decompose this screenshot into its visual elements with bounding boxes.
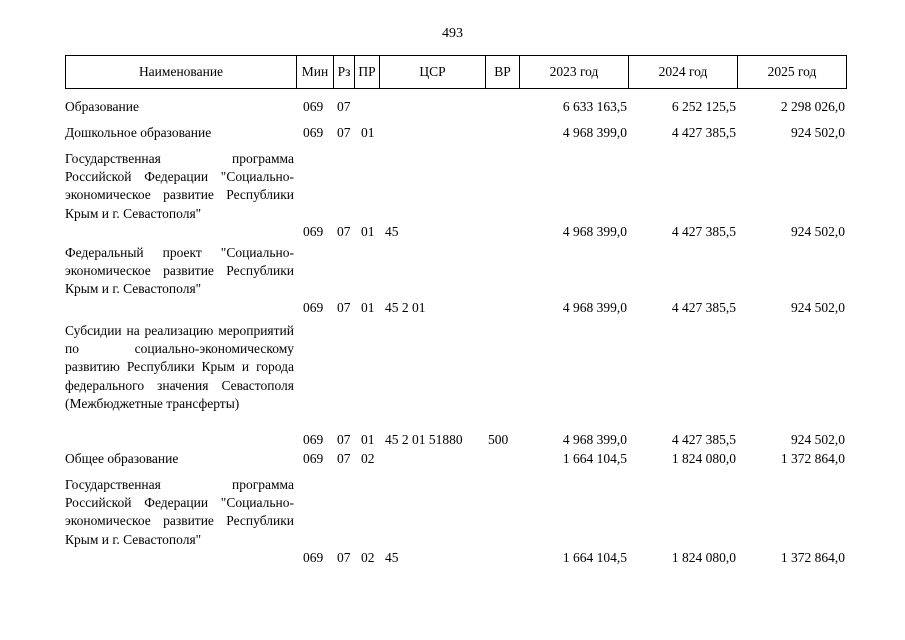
row-2024: 6 252 125,5 xyxy=(671,99,736,114)
page-number: 493 xyxy=(442,26,463,41)
row-pr: 02 xyxy=(361,550,375,565)
row-2025: 1 372 864,0 xyxy=(780,451,845,466)
row-2023: 4 968 399,0 xyxy=(562,299,627,315)
row-2025: 924 502,0 xyxy=(791,224,845,239)
row-min: 069 xyxy=(303,432,324,448)
row-2024: 1 824 080,0 xyxy=(671,451,736,466)
row-name: Государственная программа Российской Федерации "Социально-экономическое развитие Республики Крым и г. Севастополя" xyxy=(65,477,294,547)
row-pr: 01 xyxy=(361,125,375,140)
row-min: 069 xyxy=(303,99,324,114)
header-2023: 2023 год xyxy=(520,56,629,88)
row-2024: 4 427 385,5 xyxy=(671,125,736,140)
row-vr: 500 xyxy=(488,432,509,448)
row-2025: 924 502,0 xyxy=(791,432,845,448)
row-name: Дошкольное образование xyxy=(65,125,212,140)
row-2023: 6 633 163,5 xyxy=(562,99,627,114)
row-name: Образование xyxy=(65,99,139,114)
row-min: 069 xyxy=(303,125,324,140)
row-2025: 924 502,0 xyxy=(791,299,845,315)
row-name: Общее образование xyxy=(65,451,179,466)
row-rz: 07 xyxy=(337,125,351,140)
row-2025: 924 502,0 xyxy=(791,125,845,140)
row-2024: 1 824 080,0 xyxy=(671,550,736,565)
table-row xyxy=(0,98,905,117)
row-csr: 45 2 01 xyxy=(385,299,426,315)
row-pr: 01 xyxy=(361,299,375,315)
header-min: Мин xyxy=(297,56,334,88)
row-csr: 45 xyxy=(385,550,399,565)
table-row xyxy=(0,450,905,469)
header-vr: ВР xyxy=(486,56,520,88)
table-header xyxy=(65,55,847,89)
row-name: Субсидии на реализацию мероприятий по социально-экономическому развитию Республики Крым и города федерального значения Севастополя (Межбюджетные трансферты) xyxy=(65,323,294,411)
header-rz: Рз xyxy=(334,56,355,88)
table-row xyxy=(0,124,905,143)
row-pr: 01 xyxy=(361,224,375,239)
row-2023: 4 968 399,0 xyxy=(562,125,627,140)
row-2024: 4 427 385,5 xyxy=(671,224,736,239)
row-2023: 1 664 104,5 xyxy=(562,550,627,565)
row-name: Федеральный проект "Социально-экономическое развитие Республики Крым и г. Севастополя" xyxy=(65,245,294,297)
row-rz: 07 xyxy=(337,299,351,315)
row-2024: 4 427 385,5 xyxy=(671,432,736,448)
row-pr: 02 xyxy=(361,451,375,466)
row-min: 069 xyxy=(303,224,324,239)
row-2025: 1 372 864,0 xyxy=(780,550,845,565)
header-pr: ПР xyxy=(355,56,380,88)
row-min: 069 xyxy=(303,550,324,565)
table-row xyxy=(0,322,905,450)
table-row xyxy=(0,244,905,318)
header-2024: 2024 год xyxy=(629,56,738,88)
row-rz: 07 xyxy=(337,451,351,466)
table-row xyxy=(0,476,905,568)
header-2025: 2025 год xyxy=(767,64,817,79)
row-pr: 01 xyxy=(361,432,375,448)
row-rz: 07 xyxy=(337,99,351,114)
row-2023: 4 968 399,0 xyxy=(562,432,627,448)
row-2023: 4 968 399,0 xyxy=(562,224,627,239)
table-row xyxy=(0,150,905,242)
row-min: 069 xyxy=(303,299,324,315)
row-name: Государственная программа Российской Федерации "Социально-экономическое развитие Республики Крым и г. Севастополя" xyxy=(65,151,294,221)
row-min: 069 xyxy=(303,451,324,466)
row-2023: 1 664 104,5 xyxy=(562,451,627,466)
row-rz: 07 xyxy=(337,550,351,565)
row-csr: 45 2 01 51880 xyxy=(385,432,463,448)
header-name: Наименование xyxy=(66,56,297,88)
row-2024: 4 427 385,5 xyxy=(671,299,736,315)
row-rz: 07 xyxy=(337,224,351,239)
row-csr: 45 xyxy=(385,224,399,239)
header-csr: ЦСР xyxy=(380,56,486,88)
row-2025: 2 298 026,0 xyxy=(780,99,845,114)
row-rz: 07 xyxy=(337,432,351,448)
